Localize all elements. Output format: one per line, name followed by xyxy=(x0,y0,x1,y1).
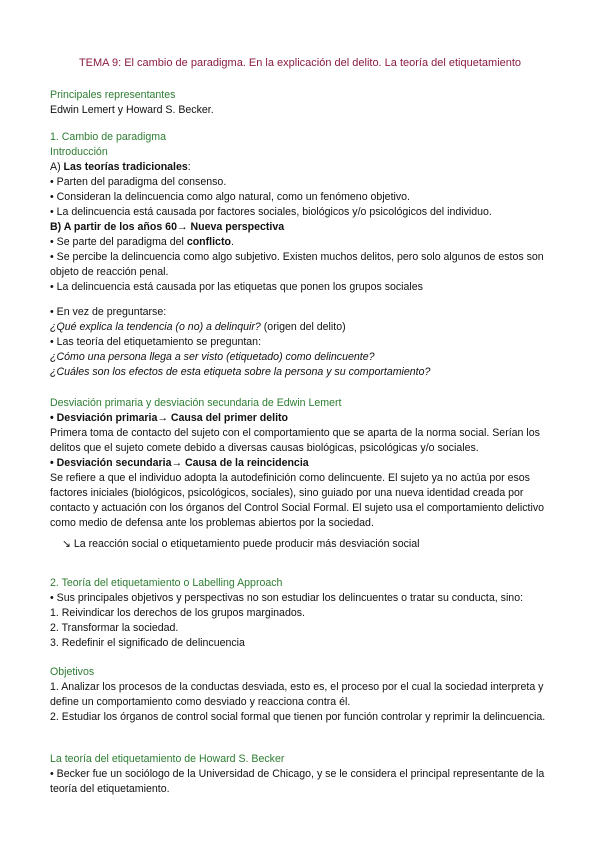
b1-pre: • Se parte del paradigma del xyxy=(50,236,187,248)
document-title: TEMA 9: El cambio de paradigma. En la explicación del delito. La teoría del etiquetamiento xyxy=(78,57,522,69)
desviacion-secundaria-title: • Desviación secundaria→ Causa de la reincidencia xyxy=(50,457,309,469)
question-2a: ¿Cómo una persona llega a ser visto (etiquetado) como delincuente? xyxy=(50,351,375,363)
introduccion-subheading: Introducción xyxy=(50,146,108,158)
becker-heading: La teoría del etiquetamiento de Howard S. Becker xyxy=(50,753,285,765)
desviacion-secundaria-text: Se refiere a que el individuo adopta la autodefinición como delincuente. El sujeto ya no actúa por esos factores iniciales (biológicos, psicológicos, sociales), sino guiado por una nueva identidad creada por contacto y actuación con los órganos del Control Social Formal. El sujeto usa el comportamiento delictivo como medio de defensa ante los problemas abiertos por la sociedad. xyxy=(50,472,545,529)
reaccion-social-text: La reacción social o etiquetamiento puede producir más desviación social xyxy=(73,538,420,550)
list-item-conflicto xyxy=(50,235,560,250)
question-2b: ¿Cuáles son los efectos de esta etiqueta sobre la persona y su comportamiento? xyxy=(50,366,431,378)
list-item: • Se percibe la delincuencia como algo subjetivo. Existen muchos delitos, pero solo algunos de estos son objeto de reacción penal. xyxy=(50,251,544,278)
objetivo-2: 2. Estudiar los órganos de control social formal que tienen por función controlar y reprimir la delincuencia. xyxy=(50,711,546,723)
a-prefix: A) xyxy=(50,161,64,173)
list-item: 3. Redefinir el significado de delincuencia xyxy=(50,637,245,649)
question-1 xyxy=(50,320,560,335)
section-representantes xyxy=(50,88,560,118)
list-item: • La delincuencia está causada por las etiquetas que ponen los grupos sociales xyxy=(50,281,423,293)
list-item: 2. Transformar la sociedad. xyxy=(50,622,179,634)
objetivo-1: 1. Analizar los procesos de la conductas desviada, esto es, el proceso por el cual la sociedad interpreta y define un comportamiento como desviado y reacciona contra él. xyxy=(50,681,544,708)
desviacion-heading: Desviación primaria y desviación secundaria de Edwin Lemert xyxy=(50,397,342,409)
b1-bold: conflicto xyxy=(186,236,231,248)
cambio-heading: 1. Cambio de paradigma xyxy=(50,131,167,143)
list-item: • Consideran la delincuencia como algo natural, como un fenómeno objetivo. xyxy=(50,191,410,203)
teoria-intro: • Sus principales objetivos y perspectivas no son estudiar los delincuentes o tratar su conducta, sino: xyxy=(50,592,524,604)
a-title: Las teorías tradicionales xyxy=(63,161,188,173)
section-cambio-paradigma xyxy=(50,130,560,295)
teorias-tradicionales-title xyxy=(50,160,560,175)
representantes-heading: Principales representantes xyxy=(50,89,176,101)
question-intro-2: • Las teoría del etiquetamiento se preguntan: xyxy=(50,336,262,348)
teoria-heading: 2. Teoría del etiquetamiento o Labelling Approach xyxy=(50,577,283,589)
question-intro-1: • En vez de preguntarse: xyxy=(50,306,167,318)
list-item: 1. Reivindicar los derechos de los grupos marginados. xyxy=(50,607,305,619)
arrow-down-right-icon: ↘ xyxy=(62,538,71,550)
section-objetivos xyxy=(50,665,560,725)
objetivos-heading: Objetivos xyxy=(50,666,95,678)
b1-post: . xyxy=(230,236,234,248)
a-colon: : xyxy=(187,161,191,173)
section-becker xyxy=(50,752,560,797)
desviacion-primaria-text: Primera toma de contacto del sujeto con el comportamiento que se aparta de la norma social. Serían los delitos que el sujeto comete debido a diversas causas biológicas, psicológicas y/o sociales. xyxy=(50,427,540,454)
question-1-italic: ¿Qué explica la tendencia (o no) a delinquir? xyxy=(50,321,261,333)
section-preguntas xyxy=(50,305,560,380)
representantes-names: Edwin Lemert y Howard S. Becker. xyxy=(50,104,214,116)
desviacion-primaria-title: • Desviación primaria→ Causa del primer delito xyxy=(50,412,289,424)
nueva-perspectiva-title: B) A partir de los años 60→ Nueva perspectiva xyxy=(50,221,285,233)
list-item: • Parten del paradigma del consenso. xyxy=(50,176,227,188)
reaccion-social-note xyxy=(50,537,560,552)
becker-text: • Becker fue un sociólogo de la Universidad de Chicago, y se le considera el principal representante de la teoría del etiquetamiento. xyxy=(50,768,545,795)
section-teoria-etiquetamiento xyxy=(50,576,560,651)
section-desviacion xyxy=(50,396,560,552)
question-1-rest: (origen del delito) xyxy=(260,321,346,333)
list-item: • La delincuencia está causada por factores sociales, biológicos y/o psicológicos del individuo. xyxy=(50,206,492,218)
